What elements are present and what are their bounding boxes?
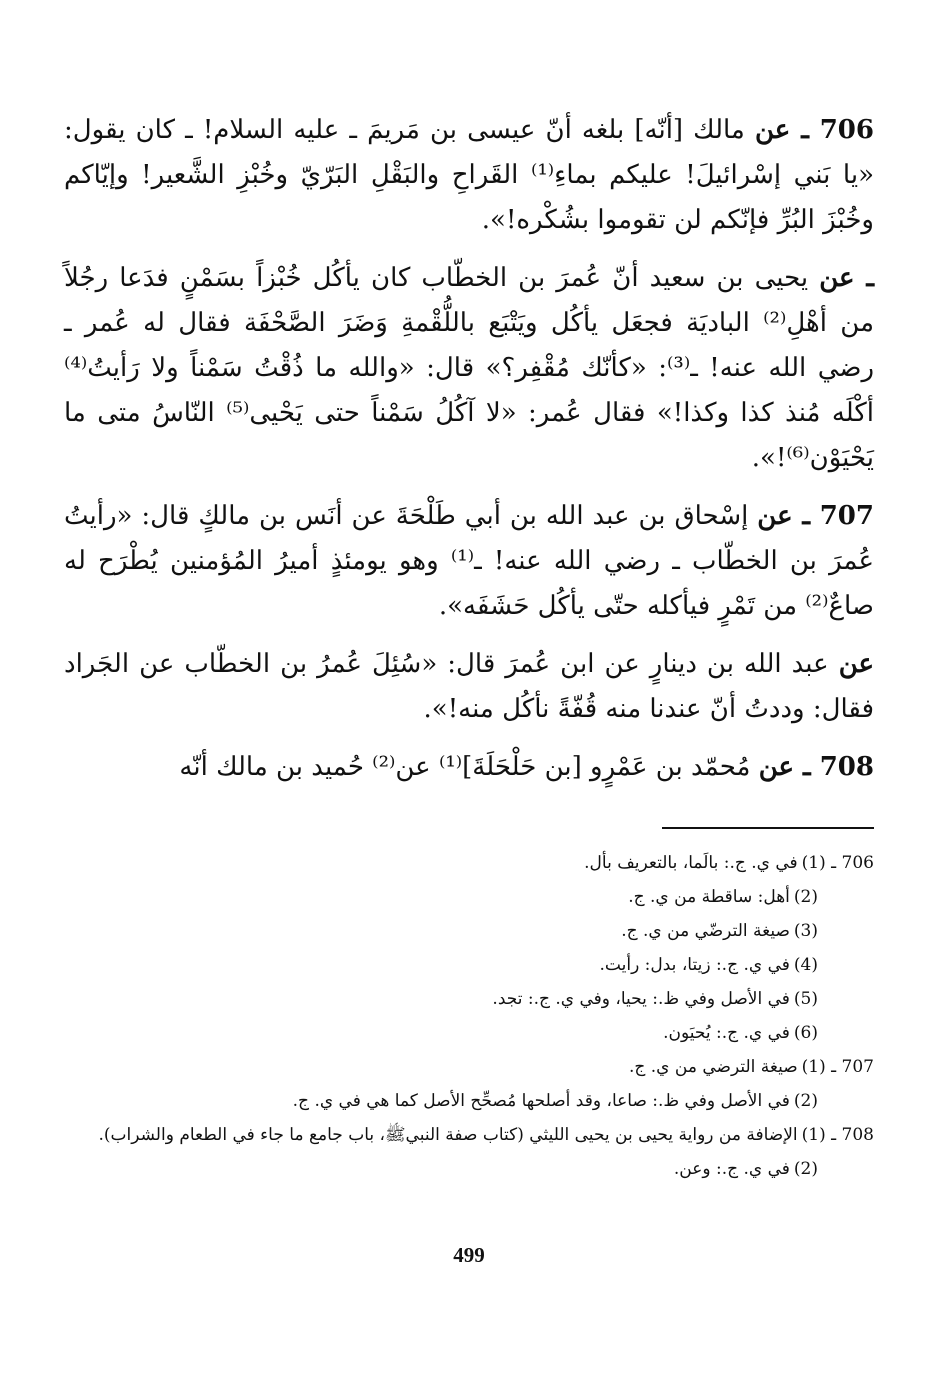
paragraph-text: إسْحاق بن عبد الله بن أبي طَلْحَةَ عن أنَس بن مالكٍ قال: «رأيتُ عُمرَ بن الخطّاب ـ رضي الله عنه! ـ⁽¹⁾ وهو يومئذٍ أميرُ المُؤمنين يُطْرَح له صاعٌ⁽²⁾ من تَمْرٍ فيأكله حتّى يأكُل حَشَفَه». xyxy=(64,501,874,621)
paragraph-lead: 708 ـ عن xyxy=(758,752,874,782)
footnote xyxy=(64,1118,874,1152)
footnote xyxy=(64,1084,874,1118)
footnote xyxy=(64,948,874,982)
footnote-text: الإضافة من رواية يحيى بن يحيى الليثي (كتاب صفة النبيﷺ، باب جامع ما جاء في الطعام والشراب). xyxy=(98,1125,798,1145)
footnote-text: أهل: ساقطة من ي. ج. xyxy=(628,887,790,907)
paragraph-text: مالك [أنّه] بلغه أنّ عيسى بن مَريمَ ـ عليه السلام! ـ كان يقول: «يا بَني إسْرائيلَ! عليكم بماءِ⁽¹⁾ القَراحِ والبَقْلِ البَرّيّ وخُبْزِ الشَّعير! وإيّاكم وخُبْزَ البُرِّ فإنّكم لن تقوموا بشُكْره!». xyxy=(64,115,874,235)
footnote-number: (2) xyxy=(793,887,818,907)
footnote-text: في ي. ج.: زيتا، بدل: رأيت. xyxy=(599,955,790,975)
footnotes xyxy=(64,846,874,1186)
footnote-number: (6) xyxy=(793,1023,818,1043)
footnote-text: صيغة الترضّي من ي. ج. xyxy=(621,921,790,941)
footnote-text: في ي. ج.: وعن. xyxy=(673,1159,790,1179)
footnote-number: (2) xyxy=(793,1091,818,1111)
footnote xyxy=(64,1050,874,1084)
footnote-text: في الأصل وفي ظ.: صاعا، وقد أصلحها مُصحِّح الأصل كما هي في ي. ج. xyxy=(292,1091,790,1111)
footnote-number: 706 ـ (1) xyxy=(801,853,874,873)
footnote-text: في ي. ج.: يُحيَون. xyxy=(663,1023,790,1043)
paragraph-lead: 707 ـ عن xyxy=(757,501,874,531)
footnote-number: (4) xyxy=(793,955,818,975)
footnote-number: (5) xyxy=(793,989,818,1009)
footnote-number: (2) xyxy=(793,1159,818,1179)
footnote xyxy=(64,880,874,914)
footnote xyxy=(64,914,874,948)
footnote-number: 708 ـ (1) xyxy=(801,1125,874,1145)
footnote xyxy=(64,1152,874,1186)
footnote-text: في ي. ج.: بالَما، بالتعريف بأل. xyxy=(584,853,798,873)
footnote-text: صيغة الترضي من ي. ج. xyxy=(629,1057,798,1077)
paragraph-706 xyxy=(64,108,874,243)
paragraph-lead: 706 ـ عن xyxy=(754,115,874,145)
footnote-separator xyxy=(662,827,874,829)
paragraph-707-b xyxy=(64,642,874,732)
footnote-number: 707 ـ (1) xyxy=(801,1057,874,1077)
paragraph-707 xyxy=(64,494,874,629)
footnote xyxy=(64,846,874,880)
footnote-text: في الأصل وفي ظ.: يحيا، وفي ي. ج.: تجد. xyxy=(492,989,790,1009)
paragraph-706-b xyxy=(64,256,874,481)
paragraph-708 xyxy=(64,745,874,790)
paragraph-text: عبد الله بن دينارٍ عن ابن عُمرَ قال: «سُئِلَ عُمرُ بن الخطّاب عن الجَراد فقال: وددتُ أنّ عندنا منه قُفّةً نأكُل منه!». xyxy=(64,649,874,724)
paragraph-lead: عن xyxy=(838,649,874,679)
paragraph-text: مُحمّد بن عَمْرٍو [بن حَلْحَلَةَ]⁽¹⁾ عن⁽²⁾ حُميد بن مالك أنّه xyxy=(179,752,759,782)
main-text xyxy=(64,108,874,803)
paragraph-lead: ـ عن xyxy=(819,263,874,293)
page-number: 499 xyxy=(453,1243,485,1267)
footnote-number: (3) xyxy=(793,921,818,941)
footnote xyxy=(64,1016,874,1050)
footnote xyxy=(64,982,874,1016)
paragraph-text: يحيى بن سعيد أنّ عُمرَ بن الخطّاب كان يأكُل خُبْزاً بسَمْنٍ فدَعا رجُلاً من أهْلِ⁽²⁾ الباديَة فجعَل يأكُل ويَتْبَع باللُّقْمةِ وَضَرَ الصَّحْفَة فقال له عُمر ـ رضي الله عنه! ـ⁽³⁾: «كأنّك مُقْفِر؟» قال: «والله ما ذُقْتُ سَمْناً ولا رَأيتُ⁽⁴⁾ أكْلَه مُنذ كذا وكذا!» فقال عُمر: «لا آكُلُ سَمْناً حتى يَحْيى⁽⁵⁾ النّاسُ متى ما يَحْيَوْن⁽⁶⁾!». xyxy=(64,263,875,473)
